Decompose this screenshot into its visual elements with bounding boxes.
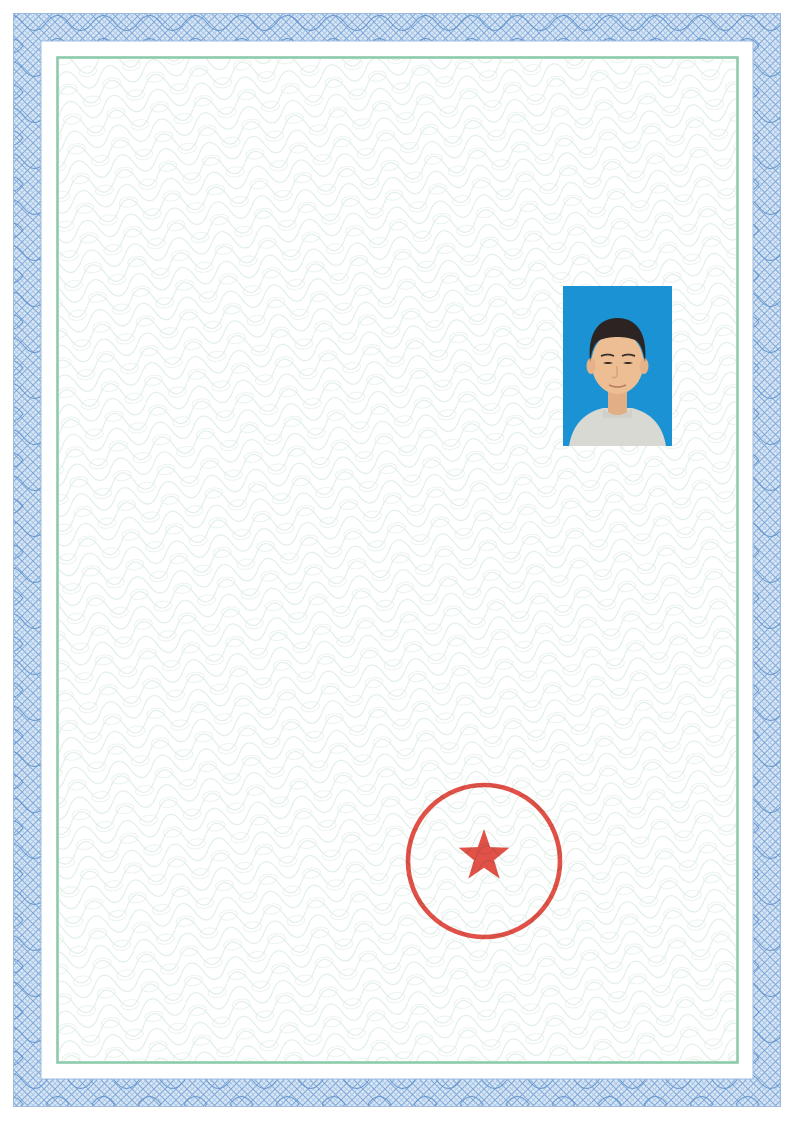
field-row-id-number xyxy=(96,455,696,497)
field-row-name xyxy=(96,330,696,372)
qr-code xyxy=(155,817,263,925)
field-row-approval-doc xyxy=(96,622,696,664)
qr-code-graphic xyxy=(155,817,263,925)
official-seal-graphic xyxy=(399,776,569,946)
seal-star-icon xyxy=(459,829,510,879)
field-row-major xyxy=(96,497,696,539)
field-row-organization xyxy=(96,580,696,622)
official-seal xyxy=(399,776,569,946)
field-row-cert-number xyxy=(96,664,696,706)
field-row-gender xyxy=(96,372,696,414)
field-row-award-date xyxy=(96,705,696,747)
field-row-qualification xyxy=(96,538,696,580)
certificate-fields xyxy=(96,330,696,747)
field-row-birth xyxy=(96,413,696,455)
